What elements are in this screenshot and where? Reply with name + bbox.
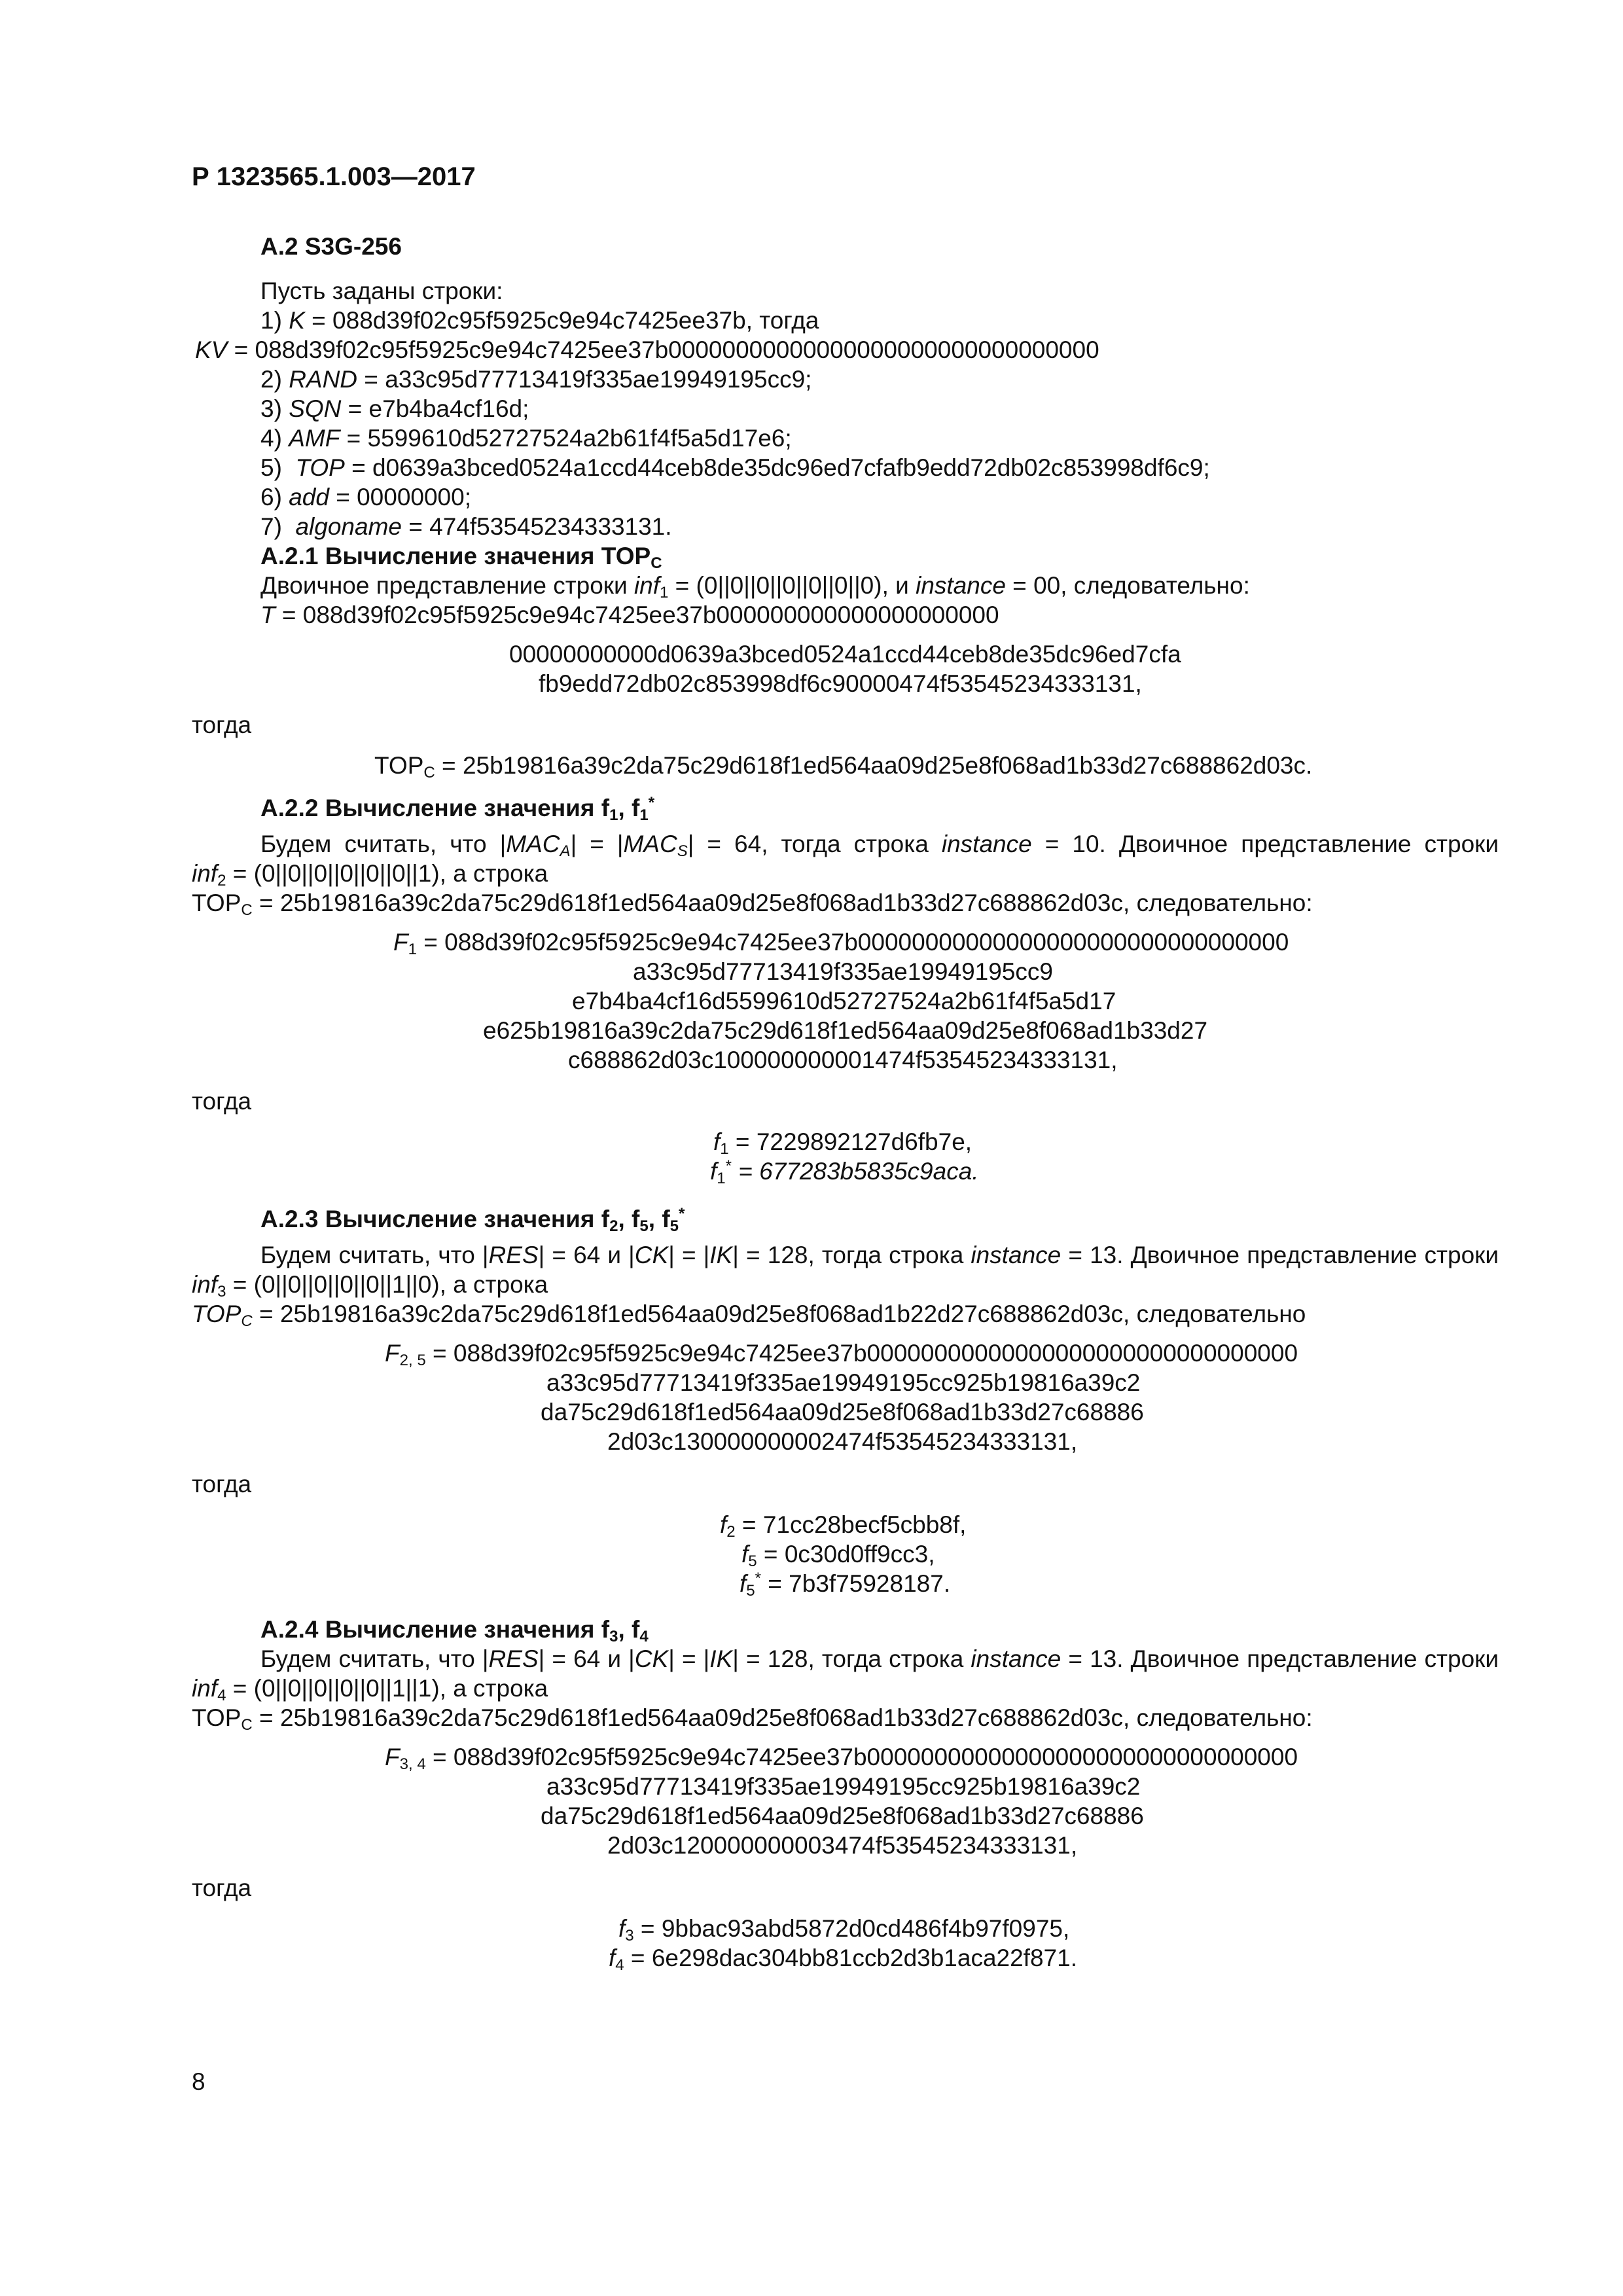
a23-f25-line-3: da75c29d618f1ed564aa09d25e8f068ad1b33d27c68886	[541, 1399, 1144, 1426]
a24-paragraph-line-3: $TOP_C = 25b19816a39c2da75c29d618f1ed564aa09d25e8f068ad1b33d27c688862d03c$, следовательно:	[192, 1704, 1313, 1734]
a21-then: тогда	[192, 711, 252, 738]
a21-paragraph: Двоичное представление строки inf$_1$ = (0||0||0||0||0||0||0), и instance = 00, следовательно:	[260, 572, 1250, 601]
a24-f34-line-4: 2d03c120000000003474f53545234333131,	[607, 1832, 1078, 1859]
intro-item-7: 7) algoname = 474f53545234333131.	[260, 513, 672, 540]
a22-paragraph-line-1: Будем считать, что $|MAC_A| = |MAC_S| = 64$, тогда строка instance = 10. Двоичное представление строки	[260, 831, 1499, 860]
a22-result-f1: $f_1 = 7229892127d6fb7e$,	[713, 1128, 972, 1158]
a23-result-f5: $f_5 = 0c30d0ff9cc3$,	[741, 1541, 935, 1570]
section-title: А.2 S3G-256	[260, 233, 402, 260]
a23-f25-line-4: 2d03c130000000002474f53545234333131,	[607, 1428, 1078, 1455]
intro-given: Пусть заданы строки:	[260, 278, 503, 304]
intro-kv-line: KV = 088d39f02c95f5925c9e94c7425ee37b00000000000000000000000000000000	[195, 336, 1099, 363]
a22-f1-line-1: $F_1 = 088d39f02c95f5925c9e94c7425ee37b00000000000000000000000000000000$	[393, 929, 1289, 958]
a24-then: тогда	[192, 1874, 252, 1901]
a22-f1-line-5: c688862d03c100000000001474f53545234333131,	[568, 1047, 1118, 1073]
a23-result-f2: $f_2$ = 71cc28becf5cbb8f,	[720, 1511, 967, 1541]
a21-t-line-1: T = 088d39f02c95f5925c9e94c7425ee37b000000000000000000000	[260, 601, 999, 628]
a24-f34-line-1: $F_{3, 4} = 088d39f02c95f5925c9e94c7425ee37b00000000000000000000000000000000$	[385, 1744, 1298, 1773]
intro-item-6: 6) add = 00000000;	[260, 484, 471, 511]
a21-t-line-3: fb9edd72db02c853998df6c90000474f53545234333131,	[539, 670, 1142, 697]
intro-item-5: 5) TOP = d0639a3bced0524a1ccd44ceb8de35dc96ed7cfafb9edd72db02c853998df6c9;	[260, 454, 1210, 481]
intro-item-1: 1) K = 088d39f02c95f5925c9e94c7425ee37b, тогда	[260, 307, 819, 334]
document-id: Р 1323565.1.003—2017	[192, 162, 476, 191]
page-number: 8	[192, 2068, 205, 2095]
heading-a21: А.2.1 Вычисление значения $TOP_C$	[260, 543, 662, 572]
a22-f1-line-3: e7b4ba4cf16d5599610d52727524a2b61f4f5a5d17	[572, 988, 1116, 1014]
a22-paragraph-line-3: $TOP_C = 25b19816a39c2da75c29d618f1ed564aa09d25e8f068ad1b33d27c688862d03c$, следовательно:	[192, 889, 1313, 919]
a22-f1-line-2: a33c95d77713419f335ae19949195cc9	[633, 958, 1053, 985]
a24-paragraph-line-2: inf$_4$ = (0||0||0||0||0||1||1), а строка	[192, 1675, 548, 1704]
a21-t-line-2: 00000000000d0639a3bced0524a1ccd44ceb8de35dc96ed7cfa	[509, 641, 1181, 668]
a22-result-f1-star: $f_1^* = 677283b5835c9aca$.	[710, 1157, 979, 1187]
a24-result-f4: $f_4 = 6e298dac304bb81ccb2d3b1aca22f871$.	[609, 1945, 1077, 1974]
a23-then: тогда	[192, 1471, 252, 1498]
heading-a23: А.2.3 Вычисление значения $f_2$, $f_5$, $f_5^*$	[260, 1204, 685, 1235]
a24-f34-line-2: a33c95d77713419f335ae19949195cc925b19816a39c2	[546, 1773, 1141, 1800]
a22-then: тогда	[192, 1088, 252, 1115]
a23-paragraph-line-1: Будем считать, что |RES| = 64 и |CK| = |IK| = 128, тогда строка instance = 13. Двоичное представление строки	[260, 1242, 1499, 1268]
intro-item-3: 3) SQN = e7b4ba4cf16d;	[260, 395, 529, 422]
a23-paragraph-line-3: $TOP_C = 25b19816a39c2da75c29d618f1ed564aa09d25e8f068ad1b22d27c688862d03c$, следовательно	[192, 1300, 1306, 1330]
intro-item-4: 4) AMF = 5599610d52727524a2b61f4f5a5d17e6;	[260, 425, 792, 452]
a23-f25-line-2: a33c95d77713419f335ae19949195cc925b19816a39c2	[546, 1369, 1141, 1396]
a24-paragraph-line-1: Будем считать, что |RES| = 64 и |CK| = |IK| = 128, тогда строка instance = 13. Двоичное представление строки	[260, 1645, 1499, 1672]
a23-paragraph-line-2: inf$_3$ = (0||0||0||0||0||1||0), а строка	[192, 1271, 548, 1300]
a22-paragraph-line-2: inf$_2$ = (0||0||0||0||0||0||1), а строка	[192, 860, 548, 889]
a24-f34-line-3: da75c29d618f1ed564aa09d25e8f068ad1b33d27c68886	[541, 1803, 1144, 1829]
heading-a24: А.2.4 Вычисление значения $f_3$, $f_4$	[260, 1616, 649, 1645]
a24-result-f3: $f_3$ = 9bbac93abd5872d0cd486f4b97f0975,	[618, 1915, 1070, 1945]
a22-f1-line-4: e625b19816a39c2da75c29d618f1ed564aa09d25e8f068ad1b33d27	[483, 1017, 1208, 1044]
a23-f25-line-1: $F_{2, 5} = 088d39f02c95f5925c9e94c7425ee37b00000000000000000000000000000000$	[385, 1340, 1298, 1369]
a23-result-f5-star: $f_5^* = 7b3f75928187$.	[740, 1569, 951, 1600]
a21-result: $TOP_C = 25b19816a39c2da75c29d618f1ed564aa09d25e8f068ad1b33d27c688862d03c$.	[374, 752, 1313, 781]
intro-item-2: 2) RAND = a33c95d77713419f335ae19949195cc9;	[260, 366, 812, 393]
heading-a22: А.2.2 Вычисление значения $f_1$, $f_1^*$	[260, 793, 655, 824]
